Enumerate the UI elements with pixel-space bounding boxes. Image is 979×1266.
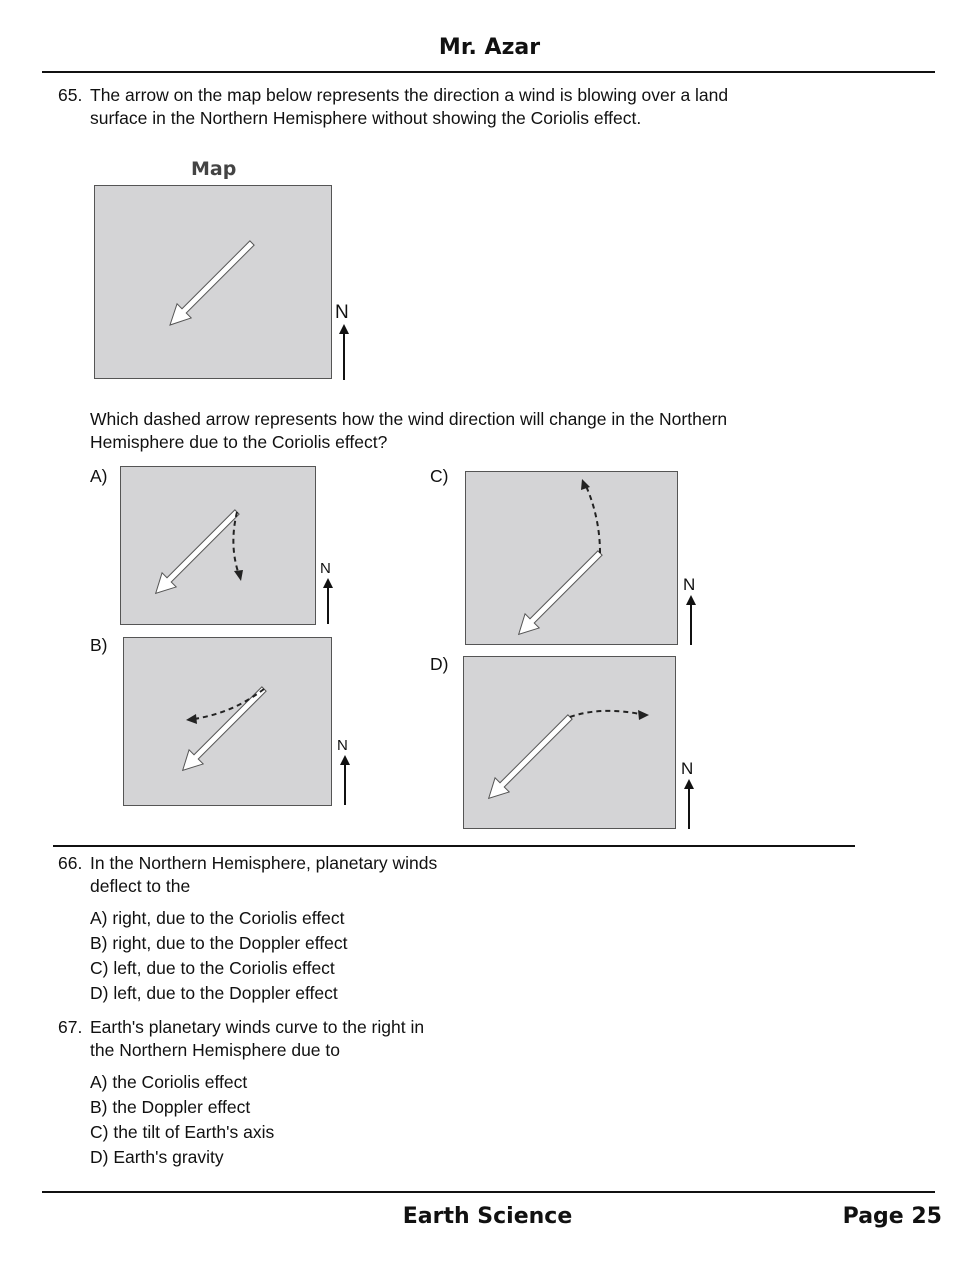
- north-label: N: [683, 575, 696, 594]
- choice-b-arrows-icon: [124, 638, 333, 807]
- question-number: 67.: [58, 1017, 83, 1037]
- choice-a-arrows-icon: [121, 467, 317, 626]
- question-65-prompt-line: Which dashed arrow represents how the wind direction will change in the Northern: [90, 409, 728, 429]
- choice-label-c: C): [430, 466, 449, 486]
- choice-label-a: A): [90, 466, 108, 486]
- map-title: Map: [191, 158, 237, 180]
- question-65-prompt-line: Hemisphere due to the Coriolis effect?: [90, 432, 388, 452]
- north-arrow-icon: [681, 595, 701, 645]
- north-arrow-icon: [679, 779, 699, 829]
- choice-c-arrows-icon: [466, 472, 679, 646]
- page-header-title: Mr. Azar: [438, 35, 541, 60]
- question-65-stem: [0, 84, 979, 130]
- north-indicator: [679, 759, 699, 829]
- question-text-line: the Northern Hemisphere due to: [90, 1040, 340, 1060]
- question-67-stem: [0, 1016, 979, 1062]
- north-arrow-icon: [334, 324, 354, 380]
- choice-label-b: B): [90, 635, 108, 655]
- north-indicator: [335, 737, 355, 807]
- question-text-line: surface in the Northern Hemisphere without showing the Coriolis effect.: [90, 108, 642, 128]
- answer-option[interactable]: D) Earth's gravity: [90, 1147, 224, 1167]
- question-text-line: Earth's planetary winds curve to the right in: [90, 1017, 425, 1037]
- question-number: 65.: [58, 85, 83, 105]
- footer-divider: [42, 1191, 935, 1193]
- question-number: 66.: [58, 853, 83, 873]
- question-text-line: deflect to the: [90, 876, 191, 896]
- north-arrow-icon: [318, 578, 338, 624]
- question-text-line: In the Northern Hemisphere, planetary winds: [90, 853, 438, 873]
- north-indicator: [334, 302, 354, 382]
- question-text-line: The arrow on the map below represents the direction a wind is blowing over a land: [90, 85, 729, 105]
- north-label: N: [320, 560, 331, 577]
- answer-option[interactable]: C) left, due to the Coriolis effect: [90, 958, 335, 978]
- header-divider: [42, 71, 935, 73]
- choice-c-map-panel[interactable]: [465, 471, 678, 645]
- choice-label-d: D): [430, 654, 449, 674]
- footer-subject: Earth Science: [402, 1204, 573, 1229]
- north-indicator: [318, 560, 338, 626]
- north-label: N: [681, 759, 694, 778]
- question-divider: [53, 845, 855, 847]
- north-label: N: [337, 737, 348, 754]
- choice-a-map-panel[interactable]: [120, 466, 316, 625]
- north-indicator: [681, 575, 701, 645]
- choice-b-map-panel[interactable]: [123, 637, 332, 806]
- answer-option[interactable]: A) the Coriolis effect: [90, 1072, 248, 1092]
- main-map-panel: [94, 185, 332, 379]
- choice-d-arrows-icon: [464, 657, 677, 830]
- north-label: N: [335, 302, 349, 323]
- north-arrow-icon: [335, 755, 355, 805]
- footer-page-number: Page 25: [842, 1204, 942, 1229]
- choice-d-map-panel[interactable]: [463, 656, 676, 829]
- answer-option[interactable]: C) the tilt of Earth's axis: [90, 1122, 275, 1142]
- answer-option[interactable]: D) left, due to the Doppler effect: [90, 983, 338, 1003]
- answer-option[interactable]: A) right, due to the Coriolis effect: [90, 908, 345, 928]
- answer-option[interactable]: B) right, due to the Doppler effect: [90, 933, 348, 953]
- answer-option[interactable]: B) the Doppler effect: [90, 1097, 251, 1117]
- wind-arrow-icon: [95, 186, 333, 380]
- question-66-stem: [0, 852, 979, 898]
